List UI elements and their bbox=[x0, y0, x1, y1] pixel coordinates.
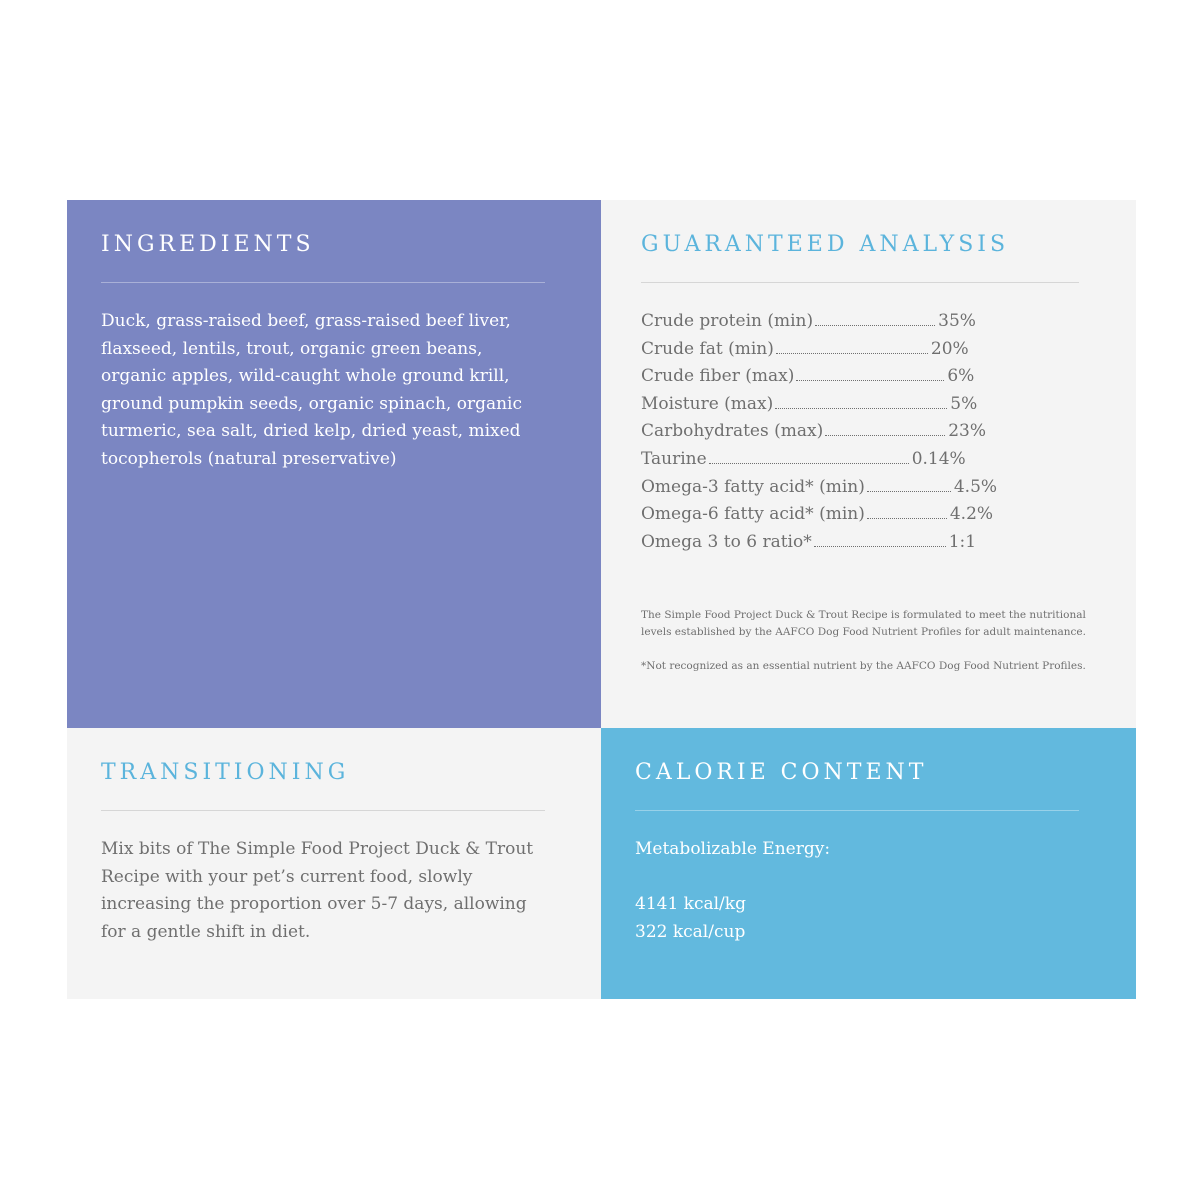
analysis-row-value: 1:1 bbox=[948, 531, 977, 552]
dotted-leader bbox=[867, 514, 947, 519]
transitioning-divider bbox=[101, 810, 545, 811]
analysis-list bbox=[641, 308, 997, 556]
analysis-row-value: 6% bbox=[947, 366, 975, 387]
info-grid bbox=[67, 200, 1136, 999]
calorie-divider bbox=[635, 810, 1079, 811]
ingredients-panel bbox=[67, 200, 601, 728]
ingredients-divider bbox=[101, 282, 545, 283]
analysis-row-label: Crude protein (min) bbox=[641, 311, 814, 331]
analysis-row-label: Carbohydrates (max) bbox=[641, 421, 824, 442]
ingredients-text: Duck, grass-raised beef, grass-raised beef liver, flaxseed, lentils, trout, organic green beans, organic apples, wild-caught whole ground krill, ground pumpkin seeds, organic spinach, organic turmeric, sea salt, dried kelp, dried yeast, mixed tocopherols (natural preservative) bbox=[101, 311, 522, 469]
analysis-row bbox=[641, 446, 997, 474]
guaranteed-analysis-panel bbox=[601, 200, 1136, 728]
analysis-row-label: Omega-6 fatty acid* (min) bbox=[641, 504, 865, 525]
analysis-row bbox=[641, 418, 997, 446]
dotted-leader bbox=[825, 431, 945, 436]
dotted-leader bbox=[796, 376, 944, 381]
aafco-note: The Simple Food Project Duck & Trout Recipe is formulated to meet the nutritional levels established by the AAFCO Dog Food Nutrient Profiles for adult maintenance. bbox=[641, 609, 1086, 638]
calorie-value-per-cup: 322 kcal/cup bbox=[635, 921, 746, 942]
analysis-row-label: Moisture (max) bbox=[641, 393, 774, 414]
analysis-row bbox=[641, 391, 997, 419]
calorie-values bbox=[635, 891, 746, 946]
ingredients-heading: INGREDIENTS bbox=[101, 232, 315, 257]
analysis-row bbox=[641, 501, 997, 529]
analysis-row-value: 4.2% bbox=[949, 504, 994, 525]
calorie-content-panel bbox=[601, 728, 1136, 999]
analysis-row-value: 23% bbox=[948, 421, 987, 442]
analysis-row-value: 5% bbox=[950, 393, 978, 414]
analysis-row-label: Omega 3 to 6 ratio* bbox=[641, 531, 812, 552]
analysis-row-value: 35% bbox=[938, 311, 976, 331]
analysis-heading: GUARANTEED ANALYSIS bbox=[641, 232, 1010, 257]
analysis-row-label: Crude fiber (max) bbox=[641, 366, 795, 387]
dotted-leader bbox=[815, 321, 935, 326]
analysis-row-label: Taurine bbox=[641, 448, 707, 469]
transitioning-panel bbox=[67, 728, 601, 999]
analysis-row-value: 4.5% bbox=[953, 476, 998, 497]
dotted-leader bbox=[867, 487, 951, 492]
analysis-row-value: 20% bbox=[930, 338, 969, 359]
calorie-heading: CALORIE CONTENT bbox=[635, 760, 928, 785]
analysis-row bbox=[641, 336, 997, 364]
calorie-value-per-kg: 4141 kcal/kg bbox=[635, 894, 746, 914]
dotted-leader bbox=[709, 459, 909, 464]
analysis-row-label: Omega-3 fatty acid* (min) bbox=[641, 476, 865, 497]
analysis-row bbox=[641, 363, 997, 391]
dotted-leader bbox=[814, 542, 946, 547]
asterisk-note: *Not recognized as an essential nutrient by the AAFCO Dog Food Nutrient Profiles. bbox=[641, 660, 1086, 672]
analysis-row bbox=[641, 308, 997, 336]
metabolizable-energy-label: Metabolizable Energy: bbox=[635, 839, 831, 859]
analysis-row-value: 0.14% bbox=[911, 448, 966, 469]
dotted-leader bbox=[775, 404, 947, 409]
analysis-row bbox=[641, 529, 997, 557]
analysis-divider bbox=[641, 282, 1079, 283]
dotted-leader bbox=[776, 349, 928, 354]
analysis-row bbox=[641, 474, 997, 502]
transitioning-heading: TRANSITIONING bbox=[101, 760, 350, 785]
analysis-row-label: Crude fat (min) bbox=[641, 338, 774, 359]
transitioning-text: Mix bits of The Simple Food Project Duck & Trout Recipe with your pet’s current food, slowly increasing the proportion over 5-7 days, allowing for a gentle shift in diet. bbox=[101, 839, 534, 942]
